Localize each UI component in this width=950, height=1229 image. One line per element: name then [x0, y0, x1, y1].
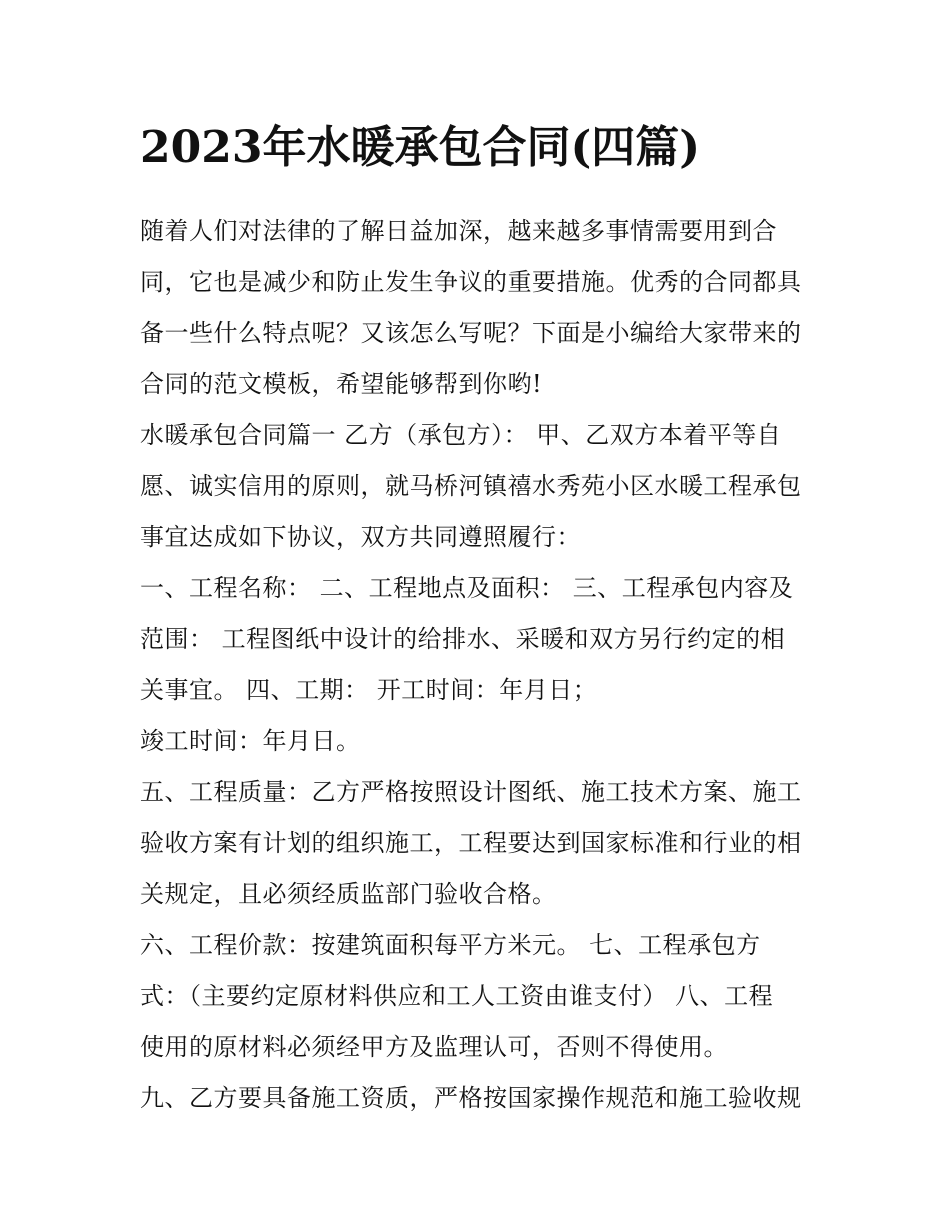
body-line: 关规定，且必须经质监部门验收合格。 — [140, 880, 557, 908]
document-title: 2023年水暖承包合同(四篇) — [140, 122, 701, 173]
body-line: 九、乙方要具备施工资质，严格按国家操作规范和施工验收规 — [140, 1084, 802, 1112]
body-line: 六、工程价款：按建筑面积每平方米元。 七、工程承包方 — [140, 931, 761, 959]
body-line: 使用的原材料必须经甲方及监理认可，否则不得使用。 — [140, 1033, 728, 1061]
body-line: 五、工程质量：乙方严格按照设计图纸、施工技术方案、施工 — [140, 778, 802, 806]
body-line: 事宜达成如下协议，双方共同遵照履行： — [140, 523, 581, 551]
body-line: 同，它也是减少和防止发生争议的重要措施。优秀的合同都具 — [140, 268, 802, 296]
body-line: 备一些什么特点呢？又该怎么写呢？下面是小编给大家带来的 — [140, 319, 802, 347]
body-line: 随着人们对法律的了解日益加深，越来越多事情需要用到合 — [140, 217, 777, 245]
body-line: 范围： 工程图纸中设计的给排水、采暖和双方另行约定的相 — [140, 625, 786, 653]
document-content — [140, 110, 820, 1124]
body-line: 验收方案有计划的组织施工，工程要达到国家标准和行业的相 — [140, 829, 802, 857]
document-body — [140, 206, 820, 1124]
body-line: 愿、诚实信用的原则，就马桥河镇禧水秀苑小区水暖工程承包 — [140, 472, 802, 500]
body-line: 水暖承包合同篇一 乙方（承包方）： 甲、乙双方本着平等自 — [140, 421, 782, 449]
body-line: 式：（主要约定原材料供应和工人工资由谁支付） 八、工程 — [140, 982, 774, 1010]
body-line: 一、工程名称： 二、工程地点及面积： 三、工程承包内容及 — [140, 574, 794, 602]
body-line: 关事宜。 四、工期： 开工时间：年月日； — [140, 676, 598, 704]
body-line: 竣工时间：年月日。 — [140, 727, 361, 755]
body-line: 合同的范文模板，希望能够帮到你哟! — [140, 370, 543, 398]
